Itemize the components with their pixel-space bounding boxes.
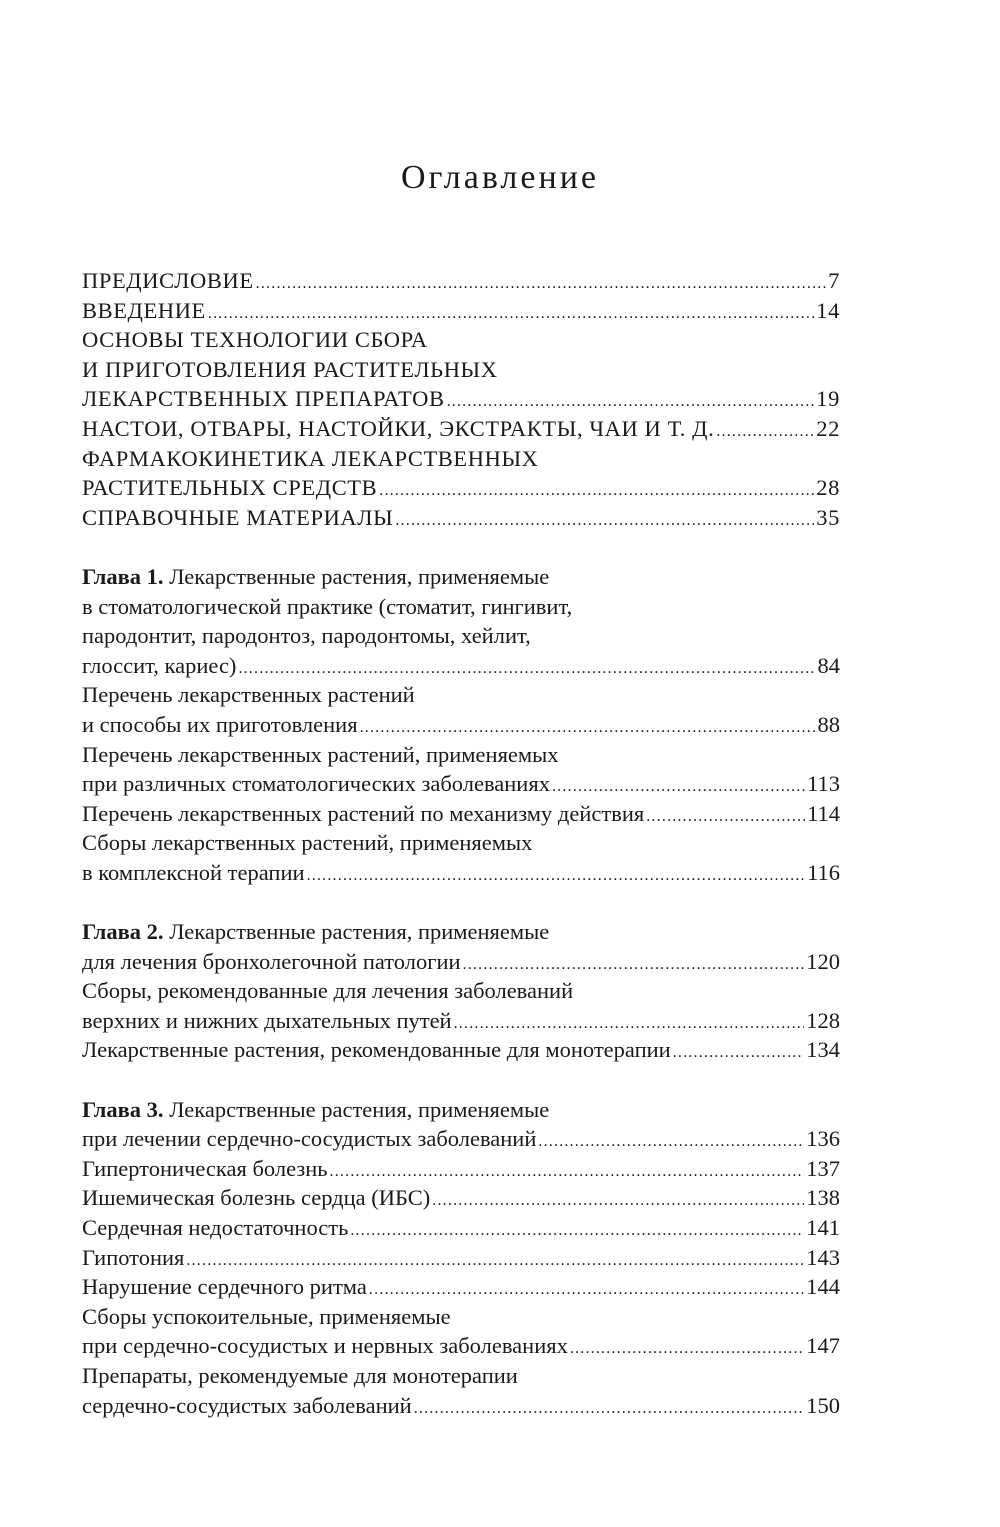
toc-page-number: 138 xyxy=(806,1185,840,1211)
toc-entry-text: при различных стоматологических заболеваниях xyxy=(82,771,550,797)
toc-entry-text: и способы их приготовления xyxy=(82,711,358,737)
toc-dot-leader xyxy=(716,417,814,447)
toc-entry-text: пародонтит, пародонтоз, пародонтомы, хейлит, xyxy=(82,623,531,649)
toc-page-number: 14 xyxy=(816,297,840,323)
toc-page-number: 114 xyxy=(807,800,840,826)
toc-entry xyxy=(82,325,840,355)
toc-page-number: 88 xyxy=(817,711,840,737)
toc-entry-text: Перечень лекарственных растений xyxy=(82,682,415,708)
toc-page-number: 22 xyxy=(816,415,840,441)
toc-dot-leader xyxy=(552,772,805,802)
toc-entry-text: Сердечная недостаточность xyxy=(82,1215,349,1240)
toc-entry xyxy=(82,444,840,474)
toc-entry xyxy=(82,947,840,977)
chapter-heading xyxy=(82,917,840,947)
toc-entry-text: НАСТОИ, ОТВАРЫ, НАСТОЙКИ, ЭКСТРАКТЫ, ЧАИ И Т. Д. xyxy=(82,415,715,441)
toc-dot-leader xyxy=(646,802,805,832)
toc-dot-leader xyxy=(673,1038,805,1068)
toc-entry-text: Нарушение сердечного ритма xyxy=(82,1274,367,1300)
toc-entry-text: ВВЕДЕНИЕ xyxy=(82,297,206,323)
toc-entry xyxy=(82,1124,840,1154)
chapter-heading xyxy=(82,562,840,592)
toc-page-number: 120 xyxy=(806,948,840,974)
toc-entry xyxy=(82,1361,840,1391)
toc-dot-leader xyxy=(463,950,805,980)
toc-page-number: 143 xyxy=(806,1244,840,1270)
toc-dot-leader xyxy=(350,1216,804,1246)
toc-entry-text: СПРАВОЧНЫЕ МАТЕРИАЛЫ xyxy=(82,504,394,530)
chapter-entries xyxy=(82,592,840,888)
toc-entry xyxy=(82,1006,840,1036)
chapter-title: Лекарственные растения, применяемые xyxy=(163,919,550,945)
chapter-label: Глава 3. xyxy=(82,1096,164,1122)
toc-entry xyxy=(82,828,840,858)
toc-page-number: 28 xyxy=(816,475,840,501)
toc-page-number: 113 xyxy=(807,771,840,797)
toc-dot-leader xyxy=(538,1127,804,1157)
chapter-title: Лекарственные растения, применяемые xyxy=(163,563,550,589)
toc-page-number: 116 xyxy=(807,859,840,885)
chapter-heading xyxy=(82,1095,840,1125)
toc-page-number: 150 xyxy=(806,1392,840,1418)
toc-page-number: 19 xyxy=(816,386,840,412)
toc-page-number: 7 xyxy=(828,268,840,293)
toc-chapter-2 xyxy=(82,917,840,1065)
toc-page-number: 136 xyxy=(806,1126,840,1152)
toc-entry xyxy=(82,680,840,710)
toc-intro-section xyxy=(82,266,840,532)
toc-entry-text: в комплексной терапии xyxy=(82,859,305,885)
toc-page-number: 84 xyxy=(817,652,840,678)
toc-entry-text: РАСТИТЕЛЬНЫХ СРЕДСТВ xyxy=(82,475,378,501)
toc-entry xyxy=(82,1391,840,1421)
toc-dot-leader xyxy=(256,269,826,299)
toc-dot-leader xyxy=(369,1275,804,1305)
toc-entry-text: глоссит, кариес) xyxy=(82,652,237,678)
toc-entry-text: при сердечно-сосудистых и нервных заболеваниях xyxy=(82,1333,568,1359)
toc-page-number: 141 xyxy=(806,1215,840,1240)
toc-entry xyxy=(82,1154,840,1184)
toc-entry-text: ФАРМАКОКИНЕТИКА ЛЕКАРСТВЕННЫХ xyxy=(82,445,539,471)
toc-entry xyxy=(82,1243,840,1273)
toc-entry xyxy=(82,1213,840,1243)
toc-entry xyxy=(82,1183,840,1213)
toc-page-number: 147 xyxy=(806,1333,840,1359)
toc-entry xyxy=(82,858,840,888)
toc-entry-text: Сборы лекарственных растений, применяемых xyxy=(82,830,533,856)
table-of-contents xyxy=(82,266,840,1420)
chapter-entries xyxy=(82,1124,840,1420)
toc-entry-text: Сборы, рекомендованные для лечения заболеваний xyxy=(82,978,574,1004)
toc-entry xyxy=(82,1035,840,1065)
toc-entry xyxy=(82,740,840,770)
toc-entry-text: Препараты, рекомендуемые для монотерапии xyxy=(82,1362,518,1388)
toc-entry-text: Перечень лекарственных растений по механизму действия xyxy=(82,800,645,826)
toc-entry xyxy=(82,799,840,829)
toc-dot-leader xyxy=(360,713,816,743)
toc-entry xyxy=(82,592,840,622)
toc-dot-leader xyxy=(307,861,806,891)
toc-entry-text: И ПРИГОТОВЛЕНИЯ РАСТИТЕЛЬНЫХ xyxy=(82,356,498,382)
toc-chapter-3 xyxy=(82,1095,840,1421)
toc-entry xyxy=(82,355,840,385)
toc-entry xyxy=(82,651,840,681)
chapter-title: Лекарственные растения, применяемые xyxy=(163,1096,550,1122)
toc-entry xyxy=(82,266,840,296)
toc-chapter-1 xyxy=(82,562,840,888)
toc-entry xyxy=(82,621,840,651)
toc-dot-leader xyxy=(454,1009,805,1039)
toc-entry xyxy=(82,1272,840,1302)
toc-page-number: 35 xyxy=(816,504,840,530)
toc-dot-leader xyxy=(570,1334,804,1364)
toc-dot-leader xyxy=(379,476,814,506)
toc-entry xyxy=(82,976,840,1006)
toc-entry-text: сердечно-сосудистых заболеваний xyxy=(82,1392,412,1418)
toc-entry xyxy=(82,384,840,414)
toc-entry-text: для лечения бронхолегочной патологии xyxy=(82,948,461,974)
toc-entry-text: ПРЕДИСЛОВИЕ xyxy=(82,268,254,293)
toc-page-number: 128 xyxy=(806,1007,840,1033)
toc-entry xyxy=(82,1302,840,1332)
toc-dot-leader xyxy=(447,387,815,417)
chapter-label: Глава 2. xyxy=(82,919,164,945)
toc-entry xyxy=(82,769,840,799)
toc-dot-leader xyxy=(186,1246,804,1276)
toc-entry xyxy=(82,414,840,444)
toc-entry xyxy=(82,473,840,503)
toc-entry-text: Гипотония xyxy=(82,1244,185,1270)
chapter-entries xyxy=(82,947,840,1065)
chapter-label: Глава 1. xyxy=(82,563,164,589)
toc-entry-text: Гипертоническая болезнь xyxy=(82,1155,328,1181)
toc-entry xyxy=(82,1331,840,1361)
toc-page-number: 137 xyxy=(806,1155,840,1181)
toc-entry xyxy=(82,710,840,740)
toc-dot-leader xyxy=(432,1186,804,1216)
toc-entry-text: Перечень лекарственных растений, применяемых xyxy=(82,741,559,767)
toc-entry xyxy=(82,296,840,326)
toc-page-number: 144 xyxy=(806,1274,840,1300)
toc-dot-leader xyxy=(208,299,814,329)
toc-page-number: 134 xyxy=(806,1037,840,1063)
toc-entry-text: Лекарственные растения, рекомендованные для монотерапии xyxy=(82,1037,671,1063)
toc-entry-text: при лечении сердечно-сосудистых заболеваний xyxy=(82,1126,537,1152)
toc-entry-text: Ишемическая болезнь сердца (ИБС) xyxy=(82,1185,431,1211)
toc-dot-leader xyxy=(330,1157,805,1187)
toc-dot-leader xyxy=(395,506,814,536)
toc-entry-text: верхних и нижних дыхательных путей xyxy=(82,1007,452,1033)
toc-dot-leader xyxy=(238,654,815,684)
toc-entry-text: ОСНОВЫ ТЕХНОЛОГИИ СБОРА xyxy=(82,327,428,353)
toc-entry-text: в стоматологической практике (стоматит, гингивит, xyxy=(82,593,573,619)
toc-entry xyxy=(82,503,840,533)
toc-entry-text: ЛЕКАРСТВЕННЫХ ПРЕПАРАТОВ xyxy=(82,386,445,412)
toc-dot-leader xyxy=(414,1394,805,1424)
toc-entry-text: Сборы успокоительные, применяемые xyxy=(82,1303,451,1329)
page-title: Оглавление xyxy=(401,159,599,196)
